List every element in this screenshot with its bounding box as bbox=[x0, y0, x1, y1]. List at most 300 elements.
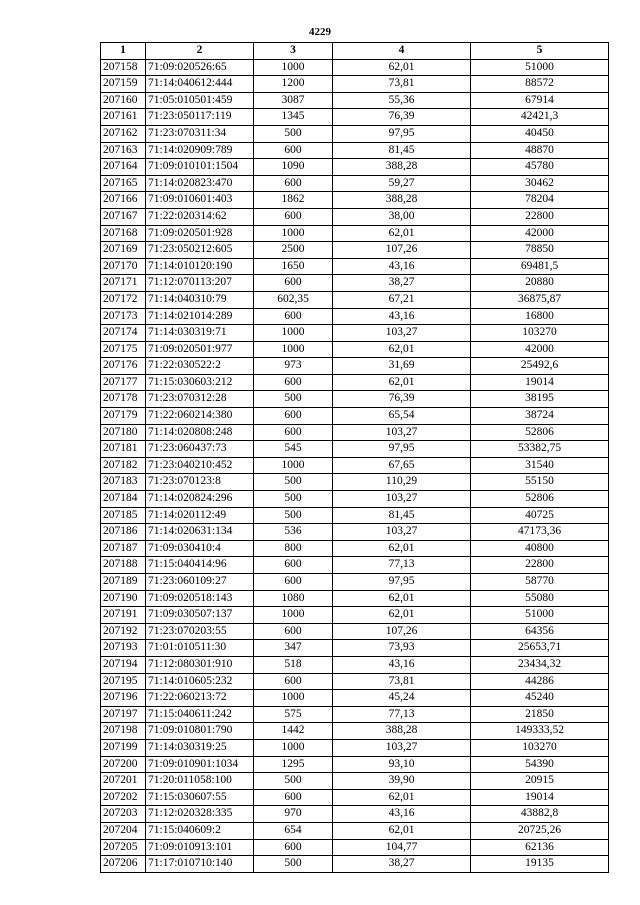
value-cell: 44286 bbox=[471, 673, 609, 690]
value-cell: 45240 bbox=[471, 690, 609, 707]
area-cell: 1295 bbox=[254, 756, 333, 773]
row-id-cell: 207204 bbox=[101, 822, 146, 839]
area-cell: 575 bbox=[254, 706, 333, 723]
value-cell: 38724 bbox=[471, 408, 609, 425]
cadastral-number-cell: 71:23:060437:73 bbox=[146, 441, 254, 458]
table-row bbox=[101, 723, 609, 740]
table-row bbox=[101, 607, 609, 624]
rate-cell: 110,29 bbox=[333, 474, 471, 491]
rate-cell: 73,93 bbox=[333, 640, 471, 657]
table-row bbox=[101, 822, 609, 839]
area-cell: 518 bbox=[254, 656, 333, 673]
value-cell: 20915 bbox=[471, 773, 609, 790]
cadastral-number-cell: 71:23:060109:27 bbox=[146, 574, 254, 591]
value-cell: 52806 bbox=[471, 424, 609, 441]
cadastral-number-cell: 71:05:010501:459 bbox=[146, 92, 254, 109]
value-cell: 25653,71 bbox=[471, 640, 609, 657]
cadastral-number-cell: 71:23:070203:55 bbox=[146, 623, 254, 640]
value-cell: 55080 bbox=[471, 590, 609, 607]
value-cell: 103270 bbox=[471, 325, 609, 342]
value-cell: 21850 bbox=[471, 706, 609, 723]
value-cell: 51000 bbox=[471, 607, 609, 624]
area-cell: 970 bbox=[254, 806, 333, 823]
value-cell: 62136 bbox=[471, 839, 609, 856]
value-cell: 22800 bbox=[471, 557, 609, 574]
rate-cell: 103,27 bbox=[333, 424, 471, 441]
table-row bbox=[101, 756, 609, 773]
table-header-row bbox=[101, 43, 609, 60]
cadastral-number-cell: 71:23:050212:605 bbox=[146, 242, 254, 259]
row-id-cell: 207175 bbox=[101, 341, 146, 358]
area-cell: 1000 bbox=[254, 690, 333, 707]
table-row bbox=[101, 192, 609, 209]
cadastral-number-cell: 71:15:030603:212 bbox=[146, 374, 254, 391]
area-cell: 1080 bbox=[254, 590, 333, 607]
value-cell: 78204 bbox=[471, 192, 609, 209]
value-cell: 23434,32 bbox=[471, 656, 609, 673]
row-id-cell: 207205 bbox=[101, 839, 146, 856]
table-row bbox=[101, 424, 609, 441]
rate-cell: 38,27 bbox=[333, 856, 471, 873]
area-cell: 500 bbox=[254, 391, 333, 408]
row-id-cell: 207173 bbox=[101, 308, 146, 325]
row-id-cell: 207200 bbox=[101, 756, 146, 773]
rate-cell: 43,16 bbox=[333, 308, 471, 325]
table-row bbox=[101, 125, 609, 142]
row-id-cell: 207163 bbox=[101, 142, 146, 159]
area-cell: 600 bbox=[254, 789, 333, 806]
rate-cell: 62,01 bbox=[333, 590, 471, 607]
table-row bbox=[101, 59, 609, 76]
table-row bbox=[101, 142, 609, 159]
table-row bbox=[101, 640, 609, 657]
rate-cell: 62,01 bbox=[333, 225, 471, 242]
cadastral-number-cell: 71:09:030507:137 bbox=[146, 607, 254, 624]
table-row bbox=[101, 773, 609, 790]
rate-cell: 62,01 bbox=[333, 341, 471, 358]
row-id-cell: 207166 bbox=[101, 192, 146, 209]
table-row bbox=[101, 507, 609, 524]
value-cell: 42421,3 bbox=[471, 109, 609, 126]
row-id-cell: 207197 bbox=[101, 706, 146, 723]
rate-cell: 62,01 bbox=[333, 789, 471, 806]
cadastral-number-cell: 71:12:080301:910 bbox=[146, 656, 254, 673]
table-row bbox=[101, 358, 609, 375]
area-cell: 1000 bbox=[254, 59, 333, 76]
area-cell: 600 bbox=[254, 574, 333, 591]
area-cell: 545 bbox=[254, 441, 333, 458]
value-cell: 19014 bbox=[471, 789, 609, 806]
column-header-5: 5 bbox=[471, 43, 609, 60]
cadastral-number-cell: 71:12:020328:335 bbox=[146, 806, 254, 823]
rate-cell: 93,10 bbox=[333, 756, 471, 773]
cadastral-number-cell: 71:14:010120:190 bbox=[146, 258, 254, 275]
row-id-cell: 207188 bbox=[101, 557, 146, 574]
table-row bbox=[101, 789, 609, 806]
rate-cell: 62,01 bbox=[333, 374, 471, 391]
table-row bbox=[101, 325, 609, 342]
table-row bbox=[101, 673, 609, 690]
cadastral-number-cell: 71:09:020518:143 bbox=[146, 590, 254, 607]
rate-cell: 62,01 bbox=[333, 822, 471, 839]
value-cell: 88572 bbox=[471, 76, 609, 93]
area-cell: 347 bbox=[254, 640, 333, 657]
value-cell: 53382,75 bbox=[471, 441, 609, 458]
area-cell: 1650 bbox=[254, 258, 333, 275]
area-cell: 500 bbox=[254, 474, 333, 491]
table-row bbox=[101, 242, 609, 259]
table-body bbox=[101, 59, 609, 872]
area-cell: 1090 bbox=[254, 159, 333, 176]
row-id-cell: 207160 bbox=[101, 92, 146, 109]
cadastral-number-cell: 71:23:070311:34 bbox=[146, 125, 254, 142]
row-id-cell: 207199 bbox=[101, 739, 146, 756]
rate-cell: 73,81 bbox=[333, 673, 471, 690]
value-cell: 64356 bbox=[471, 623, 609, 640]
area-cell: 1000 bbox=[254, 325, 333, 342]
rate-cell: 31,69 bbox=[333, 358, 471, 375]
rate-cell: 103,27 bbox=[333, 325, 471, 342]
table-row bbox=[101, 806, 609, 823]
column-header-2: 2 bbox=[146, 43, 254, 60]
row-id-cell: 207190 bbox=[101, 590, 146, 607]
area-cell: 600 bbox=[254, 175, 333, 192]
value-cell: 20880 bbox=[471, 275, 609, 292]
area-cell: 600 bbox=[254, 408, 333, 425]
rate-cell: 388,28 bbox=[333, 159, 471, 176]
table-row bbox=[101, 739, 609, 756]
area-cell: 500 bbox=[254, 491, 333, 508]
cadastral-number-cell: 71:23:050117:119 bbox=[146, 109, 254, 126]
area-cell: 600 bbox=[254, 275, 333, 292]
value-cell: 31540 bbox=[471, 457, 609, 474]
area-cell: 600 bbox=[254, 623, 333, 640]
area-cell: 536 bbox=[254, 524, 333, 541]
row-id-cell: 207183 bbox=[101, 474, 146, 491]
table-row bbox=[101, 408, 609, 425]
rate-cell: 97,95 bbox=[333, 441, 471, 458]
area-cell: 1345 bbox=[254, 109, 333, 126]
area-cell: 600 bbox=[254, 142, 333, 159]
rate-cell: 38,00 bbox=[333, 208, 471, 225]
rate-cell: 43,16 bbox=[333, 656, 471, 673]
cadastral-number-cell: 71:14:020823:470 bbox=[146, 175, 254, 192]
rate-cell: 77,13 bbox=[333, 706, 471, 723]
cadastral-number-cell: 71:14:030319:25 bbox=[146, 739, 254, 756]
rate-cell: 39,90 bbox=[333, 773, 471, 790]
row-id-cell: 207196 bbox=[101, 690, 146, 707]
value-cell: 19014 bbox=[471, 374, 609, 391]
table-row bbox=[101, 341, 609, 358]
row-id-cell: 207165 bbox=[101, 175, 146, 192]
rate-cell: 107,26 bbox=[333, 242, 471, 259]
table-row bbox=[101, 208, 609, 225]
area-cell: 600 bbox=[254, 208, 333, 225]
cadastral-number-cell: 71:22:060214:380 bbox=[146, 408, 254, 425]
table-row bbox=[101, 557, 609, 574]
area-cell: 800 bbox=[254, 540, 333, 557]
row-id-cell: 207195 bbox=[101, 673, 146, 690]
value-cell: 45780 bbox=[471, 159, 609, 176]
row-id-cell: 207164 bbox=[101, 159, 146, 176]
value-cell: 47173,36 bbox=[471, 524, 609, 541]
table-row bbox=[101, 175, 609, 192]
area-cell: 1862 bbox=[254, 192, 333, 209]
value-cell: 16800 bbox=[471, 308, 609, 325]
table-row bbox=[101, 92, 609, 109]
column-header-4: 4 bbox=[333, 43, 471, 60]
rate-cell: 97,95 bbox=[333, 125, 471, 142]
area-cell: 500 bbox=[254, 125, 333, 142]
row-id-cell: 207178 bbox=[101, 391, 146, 408]
row-id-cell: 207179 bbox=[101, 408, 146, 425]
table-row bbox=[101, 258, 609, 275]
row-id-cell: 207177 bbox=[101, 374, 146, 391]
row-id-cell: 207167 bbox=[101, 208, 146, 225]
rate-cell: 62,01 bbox=[333, 607, 471, 624]
area-cell: 602,35 bbox=[254, 291, 333, 308]
table-row bbox=[101, 856, 609, 873]
area-cell: 600 bbox=[254, 424, 333, 441]
rate-cell: 65,54 bbox=[333, 408, 471, 425]
area-cell: 1000 bbox=[254, 739, 333, 756]
column-header-3: 3 bbox=[254, 43, 333, 60]
cadastral-number-cell: 71:09:010913:101 bbox=[146, 839, 254, 856]
value-cell: 40450 bbox=[471, 125, 609, 142]
value-cell: 42000 bbox=[471, 225, 609, 242]
area-cell: 1000 bbox=[254, 225, 333, 242]
cadastral-number-cell: 71:15:040611:242 bbox=[146, 706, 254, 723]
row-id-cell: 207169 bbox=[101, 242, 146, 259]
row-id-cell: 207172 bbox=[101, 291, 146, 308]
cadastral-number-cell: 71:09:010601:403 bbox=[146, 192, 254, 209]
cadastral-number-cell: 71:12:070113:207 bbox=[146, 275, 254, 292]
table-row bbox=[101, 374, 609, 391]
cadastral-number-cell: 71:15:040414:96 bbox=[146, 557, 254, 574]
row-id-cell: 207206 bbox=[101, 856, 146, 873]
cadastral-number-cell: 71:09:020501:977 bbox=[146, 341, 254, 358]
cadastral-number-cell: 71:23:070123:8 bbox=[146, 474, 254, 491]
table-row bbox=[101, 706, 609, 723]
value-cell: 55150 bbox=[471, 474, 609, 491]
table-row bbox=[101, 524, 609, 541]
table-row bbox=[101, 474, 609, 491]
rate-cell: 59,27 bbox=[333, 175, 471, 192]
row-id-cell: 207170 bbox=[101, 258, 146, 275]
rate-cell: 76,39 bbox=[333, 391, 471, 408]
value-cell: 30462 bbox=[471, 175, 609, 192]
cadastral-number-cell: 71:17:010710:140 bbox=[146, 856, 254, 873]
value-cell: 19135 bbox=[471, 856, 609, 873]
rate-cell: 73,81 bbox=[333, 76, 471, 93]
rate-cell: 55,36 bbox=[333, 92, 471, 109]
value-cell: 69481,5 bbox=[471, 258, 609, 275]
cadastral-number-cell: 71:09:020526:65 bbox=[146, 59, 254, 76]
cadastral-number-cell: 71:09:020501:928 bbox=[146, 225, 254, 242]
table-row bbox=[101, 391, 609, 408]
area-cell: 600 bbox=[254, 673, 333, 690]
table-row bbox=[101, 109, 609, 126]
table-row bbox=[101, 441, 609, 458]
cadastral-number-cell: 71:15:040609:2 bbox=[146, 822, 254, 839]
value-cell: 52806 bbox=[471, 491, 609, 508]
row-id-cell: 207159 bbox=[101, 76, 146, 93]
rate-cell: 43,16 bbox=[333, 806, 471, 823]
rate-cell: 104,77 bbox=[333, 839, 471, 856]
cadastral-number-cell: 71:01:010511:30 bbox=[146, 640, 254, 657]
rate-cell: 67,21 bbox=[333, 291, 471, 308]
value-cell: 42000 bbox=[471, 341, 609, 358]
table-row bbox=[101, 623, 609, 640]
value-cell: 54390 bbox=[471, 756, 609, 773]
row-id-cell: 207187 bbox=[101, 540, 146, 557]
value-cell: 103270 bbox=[471, 739, 609, 756]
row-id-cell: 207181 bbox=[101, 441, 146, 458]
area-cell: 500 bbox=[254, 856, 333, 873]
rate-cell: 103,27 bbox=[333, 524, 471, 541]
area-cell: 600 bbox=[254, 839, 333, 856]
row-id-cell: 207184 bbox=[101, 491, 146, 508]
row-id-cell: 207191 bbox=[101, 607, 146, 624]
row-id-cell: 207158 bbox=[101, 59, 146, 76]
cadastral-number-cell: 71:14:020112:49 bbox=[146, 507, 254, 524]
rate-cell: 43,16 bbox=[333, 258, 471, 275]
cadastral-number-cell: 71:14:021014:289 bbox=[146, 308, 254, 325]
rate-cell: 81,45 bbox=[333, 142, 471, 159]
cadastral-number-cell: 71:15:030607:55 bbox=[146, 789, 254, 806]
cadastral-number-cell: 71:22:020314:62 bbox=[146, 208, 254, 225]
rate-cell: 45,24 bbox=[333, 690, 471, 707]
row-id-cell: 207189 bbox=[101, 574, 146, 591]
rate-cell: 103,27 bbox=[333, 491, 471, 508]
area-cell: 1442 bbox=[254, 723, 333, 740]
row-id-cell: 207180 bbox=[101, 424, 146, 441]
table-row bbox=[101, 76, 609, 93]
value-cell: 22800 bbox=[471, 208, 609, 225]
table-row bbox=[101, 308, 609, 325]
area-cell: 973 bbox=[254, 358, 333, 375]
value-cell: 38195 bbox=[471, 391, 609, 408]
cadastral-number-cell: 71:14:040612:444 bbox=[146, 76, 254, 93]
row-id-cell: 207193 bbox=[101, 640, 146, 657]
row-id-cell: 207201 bbox=[101, 773, 146, 790]
area-cell: 654 bbox=[254, 822, 333, 839]
rate-cell: 38,27 bbox=[333, 275, 471, 292]
area-cell: 600 bbox=[254, 557, 333, 574]
cadastral-number-cell: 71:22:060213:72 bbox=[146, 690, 254, 707]
cadastral-number-cell: 71:14:020909:789 bbox=[146, 142, 254, 159]
rate-cell: 76,39 bbox=[333, 109, 471, 126]
area-cell: 500 bbox=[254, 773, 333, 790]
area-cell: 500 bbox=[254, 507, 333, 524]
row-id-cell: 207174 bbox=[101, 325, 146, 342]
rate-cell: 62,01 bbox=[333, 540, 471, 557]
table-row bbox=[101, 590, 609, 607]
value-cell: 40800 bbox=[471, 540, 609, 557]
table-row bbox=[101, 491, 609, 508]
cadastral-number-cell: 71:23:040210:452 bbox=[146, 457, 254, 474]
table-row bbox=[101, 291, 609, 308]
cadastral-number-cell: 71:14:020824:296 bbox=[146, 491, 254, 508]
table-row bbox=[101, 690, 609, 707]
table-row bbox=[101, 225, 609, 242]
value-cell: 149333,52 bbox=[471, 723, 609, 740]
value-cell: 78850 bbox=[471, 242, 609, 259]
value-cell: 20725,26 bbox=[471, 822, 609, 839]
cadastral-number-cell: 71:20:011058:100 bbox=[146, 773, 254, 790]
row-id-cell: 207162 bbox=[101, 125, 146, 142]
value-cell: 40725 bbox=[471, 507, 609, 524]
table-row bbox=[101, 839, 609, 856]
value-cell: 51000 bbox=[471, 59, 609, 76]
area-cell: 1000 bbox=[254, 341, 333, 358]
row-id-cell: 207168 bbox=[101, 225, 146, 242]
row-id-cell: 207198 bbox=[101, 723, 146, 740]
cadastral-number-cell: 71:09:010101:1504 bbox=[146, 159, 254, 176]
cadastral-number-cell: 71:09:010901:1034 bbox=[146, 756, 254, 773]
table-row bbox=[101, 540, 609, 557]
page-number: 4229 bbox=[309, 26, 331, 38]
value-cell: 58770 bbox=[471, 574, 609, 591]
area-cell: 1000 bbox=[254, 457, 333, 474]
cadastral-number-cell: 71:09:030410:4 bbox=[146, 540, 254, 557]
row-id-cell: 207203 bbox=[101, 806, 146, 823]
row-id-cell: 207161 bbox=[101, 109, 146, 126]
area-cell: 2500 bbox=[254, 242, 333, 259]
cadastral-number-cell: 71:09:010801:790 bbox=[146, 723, 254, 740]
table-row bbox=[101, 457, 609, 474]
row-id-cell: 207192 bbox=[101, 623, 146, 640]
rate-cell: 81,45 bbox=[333, 507, 471, 524]
area-cell: 600 bbox=[254, 308, 333, 325]
area-cell: 3087 bbox=[254, 92, 333, 109]
cadastral-number-cell: 71:14:020808:248 bbox=[146, 424, 254, 441]
registry-table bbox=[100, 42, 609, 873]
area-cell: 600 bbox=[254, 374, 333, 391]
cadastral-number-cell: 71:22:030522:2 bbox=[146, 358, 254, 375]
cadastral-number-cell: 71:23:070312:28 bbox=[146, 391, 254, 408]
rate-cell: 107,26 bbox=[333, 623, 471, 640]
row-id-cell: 207185 bbox=[101, 507, 146, 524]
rate-cell: 388,28 bbox=[333, 192, 471, 209]
cadastral-number-cell: 71:14:040310:79 bbox=[146, 291, 254, 308]
table-row bbox=[101, 656, 609, 673]
table-row bbox=[101, 574, 609, 591]
value-cell: 36875,87 bbox=[471, 291, 609, 308]
table-row bbox=[101, 159, 609, 176]
area-cell: 1000 bbox=[254, 607, 333, 624]
value-cell: 25492,6 bbox=[471, 358, 609, 375]
rate-cell: 388,28 bbox=[333, 723, 471, 740]
rate-cell: 97,95 bbox=[333, 574, 471, 591]
rate-cell: 67,65 bbox=[333, 457, 471, 474]
rate-cell: 62,01 bbox=[333, 59, 471, 76]
row-id-cell: 207202 bbox=[101, 789, 146, 806]
cadastral-number-cell: 71:14:010605:232 bbox=[146, 673, 254, 690]
rate-cell: 77,13 bbox=[333, 557, 471, 574]
rate-cell: 103,27 bbox=[333, 739, 471, 756]
row-id-cell: 207194 bbox=[101, 656, 146, 673]
cadastral-number-cell: 71:14:020631:134 bbox=[146, 524, 254, 541]
row-id-cell: 207171 bbox=[101, 275, 146, 292]
area-cell: 1200 bbox=[254, 76, 333, 93]
value-cell: 43882,8 bbox=[471, 806, 609, 823]
row-id-cell: 207176 bbox=[101, 358, 146, 375]
row-id-cell: 207186 bbox=[101, 524, 146, 541]
cadastral-number-cell: 71:14:030319:71 bbox=[146, 325, 254, 342]
column-header-1: 1 bbox=[101, 43, 146, 60]
row-id-cell: 207182 bbox=[101, 457, 146, 474]
